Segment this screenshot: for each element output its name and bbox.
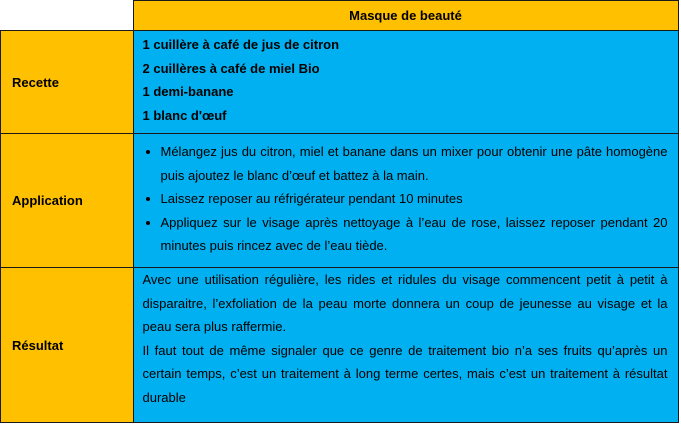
ingredient-line: 1 blanc d'œuf: [142, 107, 227, 123]
header-row: [1, 1, 679, 31]
ingredient-line: 2 cuillères à café de miel Bio: [142, 60, 320, 76]
list-item: • Laissez reposer au réfrigérateur pendant 10 minutes: [161, 187, 668, 211]
result-row: [1, 268, 679, 423]
result-paragraph: Avec une utilisation régulière, les rides et ridules du visage commencent petit à petit à disparaitre, l’exfoliation de la peau morte donnera un coup de jeunesse au visage et la peau sera plus raffermie.: [142, 272, 668, 334]
application-row: [1, 134, 679, 268]
result-content: [133, 268, 678, 423]
application-steps-list: [143, 140, 668, 258]
empty-corner-cell: [1, 1, 134, 31]
application-content: [133, 134, 678, 268]
row-label-application: Application: [1, 134, 134, 268]
list-item: • Mélangez jus du citron, miel et banane dans un mixer pour obtenir une pâte homogène puis ajoutez le blanc d’œuf et battez à la main.: [161, 140, 668, 187]
row-label-resultat: Résultat: [1, 268, 134, 423]
ingredient-line: 1 demi-banane: [142, 84, 234, 99]
recipe-row: [1, 31, 679, 134]
row-label-recette: Recette: [1, 31, 134, 134]
recipe-content: [133, 31, 678, 134]
ingredient-line: 1 cuillère à café de jus de citron: [142, 37, 340, 52]
list-item: • Appliquez sur le visage après nettoyage à l’eau de rose, laissez reposer pendant 20 minutes puis rincez avec de l’eau tiède.: [161, 211, 668, 258]
table-header: Masque de beauté: [133, 1, 678, 31]
result-paragraph: Il faut tout de même signaler que ce genre de traitement bio n’a ses fruits qu’après un certain temps, c’est un traitement à long terme certes, mais c’est un traitement à résultat durable: [142, 342, 668, 405]
